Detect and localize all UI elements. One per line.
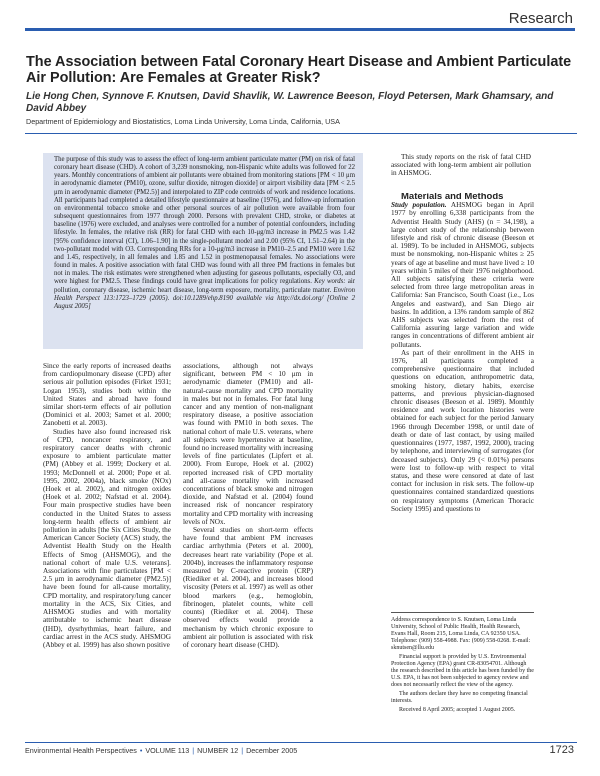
abstract-box — [43, 153, 363, 349]
citation[interactable]: Environ Health Perspect 113:1723–1729 (2005). doi:10.1289/ehp.8190 available via http://dx.doi.org/ [Online 2 August 2005] — [54, 286, 355, 310]
paragraph: Studies have also found increased risk of CPD, noncancer respiratory, and respiratory cancer deaths with chronic exposure to ambient particulate matter (PM) (Abbey et al. 1999; Dockery et al. 1993; McDonnell et al. 2000; Pope et al. 1995, 2002, 2004a), black smoke (NOx) (Hoek et al. 2002), and nitrogen oxides (Hoek et al. 2002; Nafstad et al. 2004). Four main prospective studies have been conducted in the United States to assess long-term health effects of ambient air pollution in adults [the Six Cities Study, the American Cancer Society (ACS) study, the Adventist Health Study on the Health Effects of Smog (AHSMOG), and the national cohort of male U.S. veterans]. Associations with fine particulates [PM < 2.5 μm in aerodynamic diameter (PM2.5)] have been found for all-cause mortality, CPD mortality, and respiratory/lung cancer mortality in the ACS, Six Cities, and AHSMOG studies and with mortality attributable to ischemic heart disease (IHD), dysrhythmias, heart failure, and cardiac arrest in the ACS study. AHSMOG (Abbey et al. 1999) has also shown positive — [43, 427, 171, 649]
issue-date: December 2005 — [246, 746, 298, 755]
author-list: Lie Hong Chen, Synnove F. Knutsen, David Shavlik, W. Lawrence Beeson, Floyd Petersen, Mark Ghamsary, and David Abbey — [26, 91, 554, 114]
paragraph: Several studies on short-term effects have found that ambient PM increases cardiac arrhythmia (Peters et al. 2000), decreases heart rate variability (Pope et al. 2004b), increases the inflammatory response measured by C-reactive protein (CRP) (Riediker et al. 2004), and increases blood viscosity (Peters et al. 1997) as well as other blood markers (e.g., hemoglobin, fibrinogen, platelet counts, white cell counts) (Riediker et al. 2004). These observed effects would provide a mechanism by which chronic exposure to ambient air pollution is associated with risk of coronary heart disease (CHD). — [183, 526, 313, 649]
paragraph-text: AHSMOG began in April 1977 by enrolling 6,338 participants from the Adventist Health Study (AHS) (n = 34,198), a large cohort study of the relationship between lifestyle and risk of chronic disease (Beeson et al. 1989). To be included in AHSMOG, subjects must be nonsmoking, non-Hispanic whites ≥ 25 years of age at baseline and must have lived ≥ 10 years within 5 miles of their 1976 neighborhood. All subjects satisfying these criteria were selected from three large metropolitan areas in California: San Francisco, South Coast (i.e., Los Angeles and eastward), and San Diego air basins. In addition, a 13% random sample of 862 AHS subjects was selected from the rest of California assuring large variation and wide ranges in concentrations of different ambient air pollutants. — [391, 201, 534, 349]
abstract-text: The purpose of this study was to assess the effect of long-term ambient particulate matter (PM) on risk of fatal coronary heart disease (CHD). A cohort of 3,239 nonsmoking, non-Hispanic white adults was followed for 22 years. Monthly concentrations of ambient air pollutants were obtained from monitoring stations [PM < 10 μm in aerodynamic diameter (PM10), ozone, sulfur dioxide, nitrogen dioxide] or airport visibility data [PM < 2.5 μm in aerodynamic diameter (PM2.5)] and interpolated to ZIP code centroids of work and residence locations. All participants had completed a detailed lifestyle questionnaire at baseline (1976), and follow-up information on environmental tobacco smoke and other personal sources of air pollution were available from four subsequent questionnaires from 1977 through 2000. Persons with prevalent CHD, stroke, or diabetes at baseline (1976) were excluded, and analyses were controlled for a number of potential confounders, including lifestyle. In females, the relative risk (RR) for fatal CHD with each 10-μg/m3 increase in PM2.5 was 1.42 [95% confidence interval (CI), 1.06–1.90] in the single-pollutant model and 2.00 (95% CI, 1.51–2.64) in the two-pollutant model with O3. Corresponding RRs for a 10-μg/m3 increase in PM10–2.5 and PM10 were 1.62 and 1.45, respectively, in all females and 1.85 and 1.52 in postmenopausal females. No associations were found in males. A positive association with fatal CHD was found with all three PM fractions in females but not in males. The risk estimates were strengthened when adjusting for gaseous pollutants, especially O3, and were highest for PM2.5. These findings could have great implications for policy regulations. — [54, 156, 355, 286]
paragraph — [391, 201, 534, 349]
footnote: Address correspondence to S. Knutsen, Loma Linda University, School of Public Health, Health Research, Evans Hall, Room 215, Loma Linda, CA 92350 USA. Telephone: (909) 558-4988. Fax: (909) 558-0268. E-mail: sknutsen@llu.edu — [391, 617, 531, 651]
footnotes — [391, 617, 534, 716]
body-column-3-intro — [391, 153, 531, 178]
footnote: Financial support is provided by U.S. Environmental Protection Agency (EPA) grant CR-83054701. Although the research described in this article has been funded by the U.S. EPA, it has not been subjected to agency review and does not necessarily reflect the view of the agency. — [391, 654, 534, 688]
paragraph: This study reports on the risk of fatal CHD associated with long-term ambient air pollution in AHSMOG. — [391, 153, 531, 178]
title-rule — [25, 133, 577, 134]
body-column-1 — [43, 362, 171, 736]
footnote: The authors declare they have no competing financial interests. — [391, 691, 528, 704]
body-column-2 — [183, 362, 313, 736]
header-rule — [25, 28, 575, 31]
article-title: The Association between Fatal Coronary Heart Disease and Ambient Particulate Air Pollution: Are Females at Greater Risk? — [26, 54, 572, 86]
body-column-3 — [391, 193, 534, 608]
paragraph: associations, although not always significant, between PM < 10 μm in aerodynamic diameter (PM10) and all-natural-cause mortality and CPD mortality in males but not in females. For fatal lung cancer and any mention of non-malignant respiratory disease, a positive association was found with PM10 in both sexes. The national cohort of male U.S. veterans, where all subjects were hypertensive at baseline, found no increased mortality with increasing levels of fine particulates (Lipfert et al. 2000). From Europe, Hoek et al. (2002) reported increased risk of CPD mortality and all-cause mortality with increased concentrations of black smoke and nitrogen dioxide, and Nafstad et al. (2004) found increased risk of noncancer respiratory mortality and CPD mortality with increasing levels of NOx. — [183, 362, 313, 526]
issue-number: NUMBER 12 — [197, 746, 239, 755]
footnote-rule — [391, 612, 534, 613]
paragraph — [391, 349, 534, 513]
volume: VOLUME 113 — [145, 746, 190, 755]
paragraph-text: As part of their enrollment in the AHS in 1976, all participants completed a comprehensive questionnaire that included questions on education, anthropometric data, smoking history, dietary habits, exercise patterns, and previous physician-diagnosed chronic diseases (Beeson et al. 1989). Monthly residence and work location histories were obtained for each subject for the period January 1966 through December 1998, or until date of death or date of last contact, by using mailed questionnaires (1977, 1987, 1992, 2000), tracing by telephone, and interviewing of surrogates (for deceased subjects). Only 29 (< 0.01%) persons were lost to follow-up with respect to vital status, and these were censored at date of last contact for inclusion in risk sets. The follow-up questionnaires contained standardized questions on respiratory symptoms (American Thoracic Society 1995) and questions to — [391, 348, 534, 513]
subsection-runin: Study population. — [391, 201, 447, 210]
keywords-label: Key words: — [314, 278, 346, 286]
footnote: Received 8 April 2005; accepted 1 August 2005. — [399, 707, 516, 713]
section-label: Research — [508, 10, 573, 27]
page-number: 1723 — [549, 744, 574, 756]
methods-heading: Materials and Methods — [401, 193, 504, 202]
footer-rule — [25, 742, 577, 743]
affiliation: Department of Epidemiology and Biostatistics, Loma Linda University, Loma Linda, California, USA — [26, 117, 340, 126]
journal-name: Environmental Health Perspectives — [25, 746, 137, 755]
journal-footer: Environmental Health Perspectives • VOLUME 113 | NUMBER 12 | December 2005 — [25, 746, 298, 755]
keywords: air pollution, coronary disease, ischemic heart disease, long-term exposure, mortality, particulate matter. — [54, 278, 355, 294]
paragraph: Since the early reports of increased deaths from cardiopulmonary disease (CPD) after serious air pollution episodes (Firket 1931; Logan 1953), studies both within the United States and abroad have found similar short-term effects of air pollution (Dominici et al. 2003; Samet et al. 2000; Zanobetti et al. 2003). — [43, 362, 171, 428]
